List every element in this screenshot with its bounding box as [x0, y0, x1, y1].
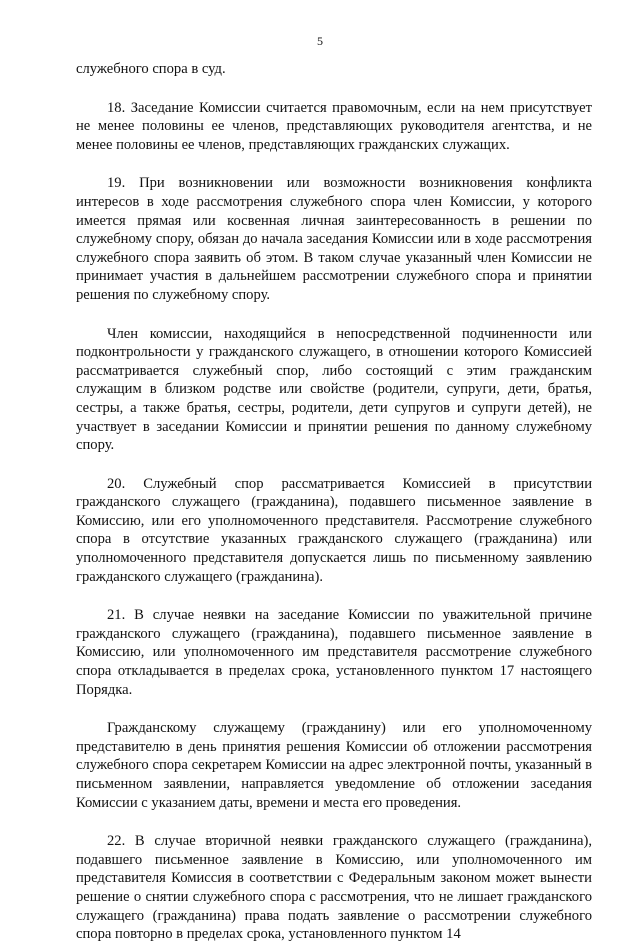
paragraph-20: 20. Служебный спор рассматривается Комиссией в присутствии гражданского служащего (гражданина), подавшего письменное заявление в Комиссию, или его уполномоченного представителя. Рассмотрение служебного спора в отсутствие указанных гражданского служащего (гражданина) или уполномоченного представителя допускается лишь по письменному заявлению гражданского служащего (гражданина).	[76, 475, 592, 585]
paragraph-21: 21. В случае неявки на заседание Комиссии по уважительной причине гражданского служащего (гражданина), подавшего письменное заявление в Комиссию, или уполномоченного им представителя рассмотрение служебного спора откладывается в пределах срока, установленного пунктом 17 настоящего Порядка.	[76, 607, 592, 698]
page-number: 5	[317, 34, 323, 48]
paragraph-18: 18. Заседание Комиссии считается правомочным, если на нем присутствует не менее половины ее членов, представляющих руководителя агентства, и не менее половины ее членов, представляющих гражданских служащих.	[76, 99, 592, 153]
document-body	[76, 60, 592, 944]
paragraph-continuation: служебного спора в суд.	[76, 61, 226, 77]
paragraph-22: 22. В случае вторичной неявки гражданского служащего (гражданина), подавшего письменное заявление в Комиссию, или уполномоченного им представителя Комиссия в соответствии с Федеральным законом может вынести решение о снятии служебного спора с рассмотрения, что не лишает гражданского служащего (гражданина) права подать заявление о рассмотрении служебного спора повторно в пределах срока, установленного пунктом 14	[76, 833, 592, 943]
paragraph-19: 19. При возникновении или возможности возникновения конфликта интересов в ходе рассмотрения служебного спора член Комиссии, у которого имеется прямая или косвенная личная заинтересованность в решении по служебному спору, обязан до начала заседания Комиссии или в ходе рассмотрения служебного спора заявить об этом. В таком случае указанный член Комиссии не принимает участия в дальнейшем рассмотрении служебного спора и принятии решения по служебному спору.	[76, 175, 592, 303]
paragraph-21-notice: Гражданскому служащему (гражданину) или его уполномоченному представителю в день принятия решения Комиссии об отложении рассмотрения служебного спора секретарем Комиссии на адрес электронной почты, указанный в письменном заявлении, направляется уведомление об отложении заседания Комиссии с указанием даты, времени и места его проведения.	[76, 720, 592, 811]
paragraph-19-member: Член комиссии, находящийся в непосредственной подчиненности или подконтрольности у гражданского служащего, в отношении которого Комиссией рассматривается служебный спор, либо состоящий с этим гражданским служащим в близком родстве или свойстве (родители, супруги, дети, братья, сестры, а также братья, сестры, родители, дети супругов и супруги детей), не участвует в заседании Комиссии и принятии решения по данному служебному спору.	[76, 325, 592, 454]
